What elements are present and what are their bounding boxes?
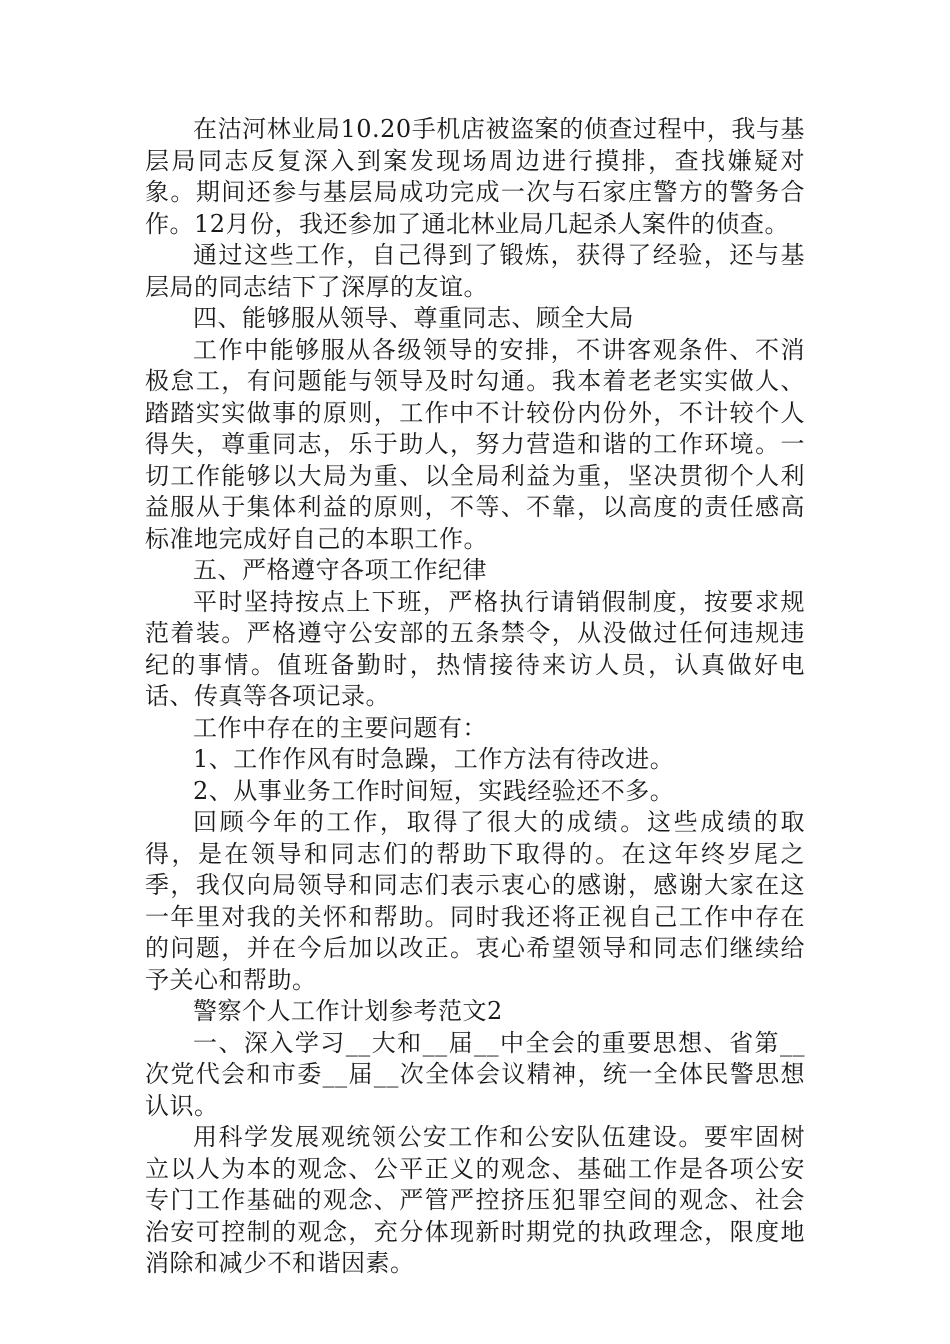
section-heading-discipline: 五、严格遵守各项工作纪律 bbox=[193, 556, 487, 584]
paragraph-scientific-development: 用科学发展观统领公安工作和公安队伍建设。要牢固树立以人为本的观念、公平正义的观念、基础工作是各项公安专门工作基础的观念、严管严控挤压犯罪空间的观念、社会治安可控制的观念，充分体现新时期党的执政理念，限度地消除和减少不和谐因素。 bbox=[145, 1123, 805, 1277]
paragraph-experience-gained: 通过这些工作，自己得到了锻炼，获得了经验，还与基层局的同志结下了深厚的友谊。 bbox=[145, 241, 805, 301]
section-title-sample-2: 警察个人工作计划参考范文2 bbox=[193, 997, 503, 1025]
paragraph-obey-leadership: 工作中能够服从各级领导的安排，不讲客观条件、不消极怠工，有问题能与领导及时勾通。我本着老老实实做人、踏踏实实做事的原则，工作中不计较份内份外，不计较个人得失，尊重同志，乐于助人，努力营造和谐的工作环境。一切工作能够以大局为重、以全局利益为重，坚决贯彻个人利益服从于集体利益的原则，不等、不靠，以高度的责任感高标准地完成好自己的本职工作。 bbox=[145, 335, 805, 553]
paragraph-case-investigation: 在沽河林业局10.20手机店被盗案的侦查过程中，我与基层局同志反复深入到案发现场周边进行摸排，查找嫌疑对象。期间还参与基层局成功完成一次与石家庄警方的警务合作。12月份，我还参加了通北林业局几起杀人案件的侦查。 bbox=[145, 115, 805, 238]
list-item-problem-1: 1、工作作风有时急躁，工作方法有待改进。 bbox=[193, 745, 675, 773]
section-heading-study: 一、深入学习__大和__届__中全会的重要思想、省第__次党代会和市委__届__次全体会议精神，统一全体民警思想认识。 bbox=[145, 1028, 805, 1120]
paragraph-discipline: 平时坚持按点上下班，严格执行请销假制度，按要求规范着装。严格遵守公安部的五条禁令，从没做过任何违规违纪的事情。值班备勤时，热情接待来访人员，认真做好电话、传真等各项记录。 bbox=[145, 587, 805, 710]
document-body bbox=[145, 114, 805, 1280]
paragraph-year-review: 回顾今年的工作，取得了很大的成绩。这些成绩的取得，是在领导和同志们的帮助下取得的。在这年终岁尾之季，我仅向局领导和同志们表示衷心的感谢，感谢大家在这一年里对我的关怀和帮助。同时我还将正视自己工作中存在的问题，并在今后加以改正。衷心希望领导和同志们继续给予关心和帮助。 bbox=[145, 808, 805, 994]
paragraph-problems-intro: 工作中存在的主要问题有： bbox=[193, 713, 487, 742]
section-heading-obey-leadership: 四、能够服从领导、尊重同志、顾全大局 bbox=[193, 304, 634, 332]
list-item-problem-2: 2、从事业务工作时间短，实践经验还不多。 bbox=[193, 776, 675, 805]
